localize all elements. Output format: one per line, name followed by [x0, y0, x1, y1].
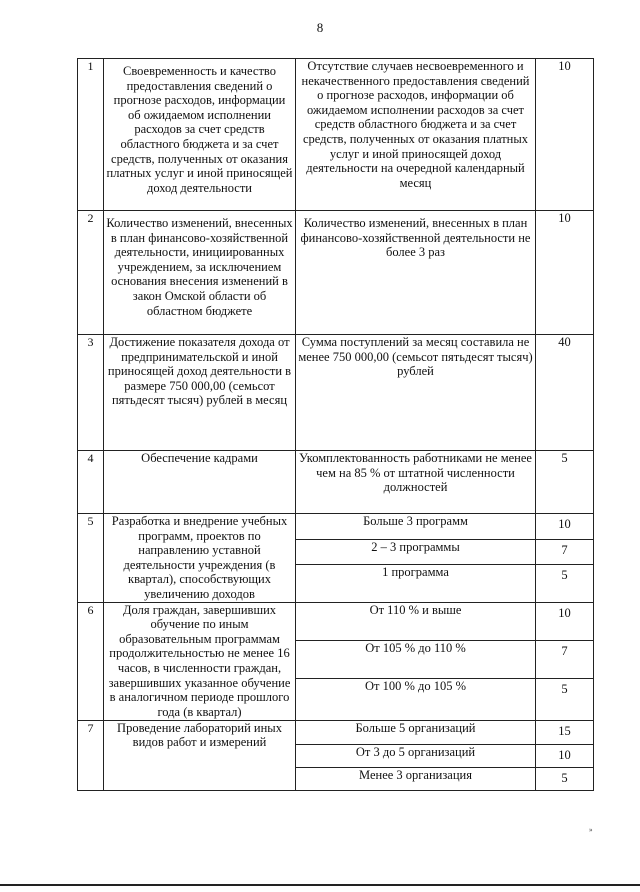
criterion-cell: От 3 до 5 организаций — [296, 744, 536, 767]
footer-mark: » — [589, 826, 593, 834]
points-cell: 5 — [536, 451, 594, 514]
points-cell: 10 — [536, 59, 594, 211]
criterion-cell: 2 – 3 программы — [296, 539, 536, 565]
criterion-cell: Больше 5 организаций — [296, 720, 536, 744]
table-row — [78, 602, 594, 640]
indicator-cell: Доля граждан, завершивших обучение по иным образовательным программам продолжительностью не менее 16 часов, в численности граждан, завершивших указанное обучение в аналогичном периоде прошлого года (в квартал) — [104, 602, 296, 720]
criterion-cell: Укомплектованность работниками не менее чем на 85 % от штатной численности должностей — [296, 451, 536, 514]
indicator-cell: Разработка и внедрение учебных программ, проектов по направлению уставной деятельности учреждения (в квартал), способствующих увеличению доходов — [104, 514, 296, 603]
indicator-cell: Своевременность и качество предоставления сведений о прогнозе расходов, информации об ожидаемом исполнении расходов за счет средств областного бюджета и за счет средств, полученных от оказания платных услуг и иной приносящей доход деятельности — [104, 59, 296, 211]
criterion-cell: От 105 % до 110 % — [296, 640, 536, 678]
points-cell: 10 — [536, 744, 594, 767]
table-row — [78, 211, 594, 335]
table-row — [78, 59, 594, 211]
table-row — [78, 335, 594, 451]
points-cell: 7 — [536, 539, 594, 565]
table-row — [78, 514, 594, 540]
indicator-cell: Количество изменений, внесенных в план финансово-хозяйственной деятельности, инициированных учреждением, за исключением основания внесения изменений в закон Омской области об областном бюджете — [104, 211, 296, 335]
criterion-cell: Менее 3 организация — [296, 767, 536, 790]
row-number: 7 — [78, 720, 104, 790]
criterion-cell: От 100 % до 105 % — [296, 678, 536, 720]
row-number: 5 — [78, 514, 104, 603]
points-cell: 5 — [536, 565, 594, 602]
page-number: 8 — [316, 20, 324, 35]
criterion-cell: Больше 3 программ — [296, 514, 536, 540]
row-number: 4 — [78, 451, 104, 514]
points-cell: 7 — [536, 640, 594, 678]
points-cell: 10 — [536, 211, 594, 335]
points-cell: 5 — [536, 767, 594, 790]
row-number: 2 — [78, 211, 104, 335]
criterion-cell: 1 программа — [296, 565, 536, 602]
page-bottom-divider — [0, 884, 640, 886]
points-cell: 10 — [536, 602, 594, 640]
indicator-cell: Обеспечение кадрами — [104, 451, 296, 514]
criterion-cell: Количество изменений, внесенных в план финансово-хозяйственной деятельности не более 3 раз — [296, 211, 536, 335]
indicator-cell: Достижение показателя дохода от предпринимательской и иной приносящей доход деятельности в размере 750 000,00 (семьсот пятьдесят тысяч) рублей в месяц — [104, 335, 296, 451]
criterion-cell: Сумма поступлений за месяц составила не менее 750 000,00 (семьсот пятьдесят тысяч) рублей — [296, 335, 536, 451]
points-cell: 5 — [536, 678, 594, 720]
points-cell: 40 — [536, 335, 594, 451]
indicator-cell: Проведение лабораторий иных видов работ и измерений — [104, 720, 296, 790]
criterion-cell: Отсутствие случаев несвоевременного и некачественного предоставления сведений о прогнозе расходов, информации об ожидаемом исполнении расходов за счет средств областного бюджета и за счет средств, полученных от оказания платных услуг и иной приносящей доход деятельности на очередной календарный месяц — [296, 59, 536, 211]
row-number: 3 — [78, 335, 104, 451]
criteria-table — [77, 58, 594, 791]
table-row — [78, 720, 594, 744]
points-cell: 15 — [536, 720, 594, 744]
row-number: 1 — [78, 59, 104, 211]
criterion-cell: От 110 % и выше — [296, 602, 536, 640]
points-cell: 10 — [536, 514, 594, 540]
table-row — [78, 451, 594, 514]
row-number: 6 — [78, 602, 104, 720]
